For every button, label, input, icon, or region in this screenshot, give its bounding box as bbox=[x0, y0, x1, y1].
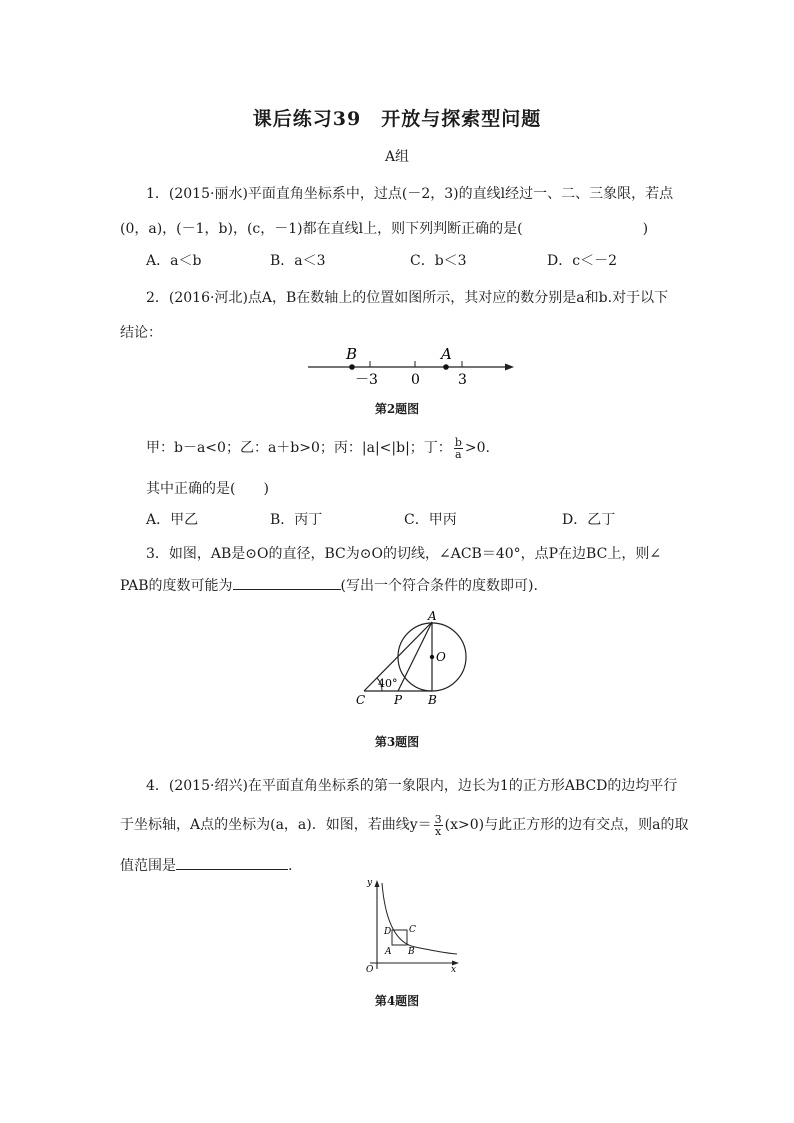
q3-line1: 3．如图，AB是⊙O的直径，BC为⊙O的切线，∠ACB＝40°，点P在边BC上，则∠ bbox=[146, 546, 662, 562]
q4-label-o: O bbox=[366, 965, 374, 975]
q4-frac-num: 3 bbox=[434, 812, 442, 826]
q4-line3-tail: . bbox=[288, 858, 293, 874]
q2-figure-caption: 第2题图 bbox=[374, 402, 420, 416]
q4-label-a: A bbox=[385, 947, 392, 957]
tick-3-label: 3 bbox=[458, 372, 467, 388]
q3-label-p: P bbox=[394, 693, 403, 707]
q1-option-c: C．b＜3 bbox=[410, 253, 467, 269]
tick-neg3-label: －3 bbox=[355, 372, 378, 388]
q4-line3-text: 值范围是 bbox=[120, 858, 176, 874]
q3-angle-label: 40° bbox=[378, 677, 398, 690]
number-line-arrow bbox=[505, 364, 514, 371]
q4-line3 bbox=[120, 855, 292, 875]
q2-ask: 其中正确的是( ) bbox=[146, 481, 269, 497]
q4-label-b: B bbox=[408, 947, 415, 957]
q4-label-y: y bbox=[367, 878, 373, 888]
hyperbola-curve bbox=[382, 883, 457, 954]
group-label: A组 bbox=[384, 149, 410, 165]
q3-circle-figure bbox=[350, 608, 480, 708]
q4-line2 bbox=[120, 812, 688, 838]
point-b-dot bbox=[349, 364, 355, 370]
q4-label-x: x bbox=[451, 965, 457, 975]
q2-option-c: C．甲丙 bbox=[404, 512, 457, 528]
label-b: B bbox=[346, 345, 358, 363]
segment-ac bbox=[364, 622, 432, 691]
label-a: A bbox=[441, 345, 452, 363]
q4-fraction-3-over-x bbox=[434, 814, 443, 837]
q2-line1: 2．(2016·河北)点A，B在数轴上的位置如图所示，其对应的数分别是a和b.对于以下 bbox=[146, 290, 669, 306]
q1-option-b: B．a＜3 bbox=[270, 253, 326, 269]
q4-label-d: D bbox=[384, 927, 392, 937]
q3-line2-tail: (写出一个符合条件的度数即可). bbox=[340, 578, 538, 594]
q3-label-o: O bbox=[436, 650, 446, 664]
q4-label-c: C bbox=[409, 925, 416, 935]
q1-line2-close: ) bbox=[642, 221, 649, 237]
q2-option-a: A．甲乙 bbox=[146, 512, 199, 528]
q3-label-a: A bbox=[428, 609, 437, 623]
q4-hyperbola-figure bbox=[355, 875, 465, 975]
q4-line1: 4．(2015·绍兴)在平面直角坐标系的第一象限内，边长为1的正方形ABCD的边均平行 bbox=[146, 778, 678, 794]
y-axis-arrow bbox=[375, 880, 380, 887]
q3-answer-blank bbox=[233, 589, 341, 590]
q4-line2-text: 于坐标轴，A点的坐标为(a，a)．如图，若曲线y＝ bbox=[120, 817, 432, 833]
q2-frac-num: b bbox=[454, 435, 462, 449]
q4-frac-den: x bbox=[435, 824, 442, 838]
q3-line2 bbox=[120, 575, 538, 595]
q2-statements-text: 甲：b－a<0；乙：a＋b>0；丙：|a|<|b|；丁： bbox=[146, 440, 452, 456]
q3-line2-text: PAB的度数可能为 bbox=[120, 578, 233, 594]
q2-frac-den: a bbox=[455, 447, 462, 461]
q1-line2-text: (0，a)，(－1，b)，(c，－1)都在直线l上，则下列判断正确的是( bbox=[120, 221, 523, 237]
q1-line2 bbox=[120, 218, 648, 238]
q2-line2: 结论： bbox=[120, 325, 162, 341]
q3-label-b: B bbox=[428, 693, 437, 707]
q1-option-d: D．c＜－2 bbox=[547, 253, 617, 269]
q2-number-line-figure bbox=[300, 340, 520, 392]
q2-option-b: B．丙丁 bbox=[270, 512, 323, 528]
point-a-dot bbox=[443, 364, 449, 370]
q1-option-a: A．a＜b bbox=[146, 253, 202, 269]
q2-option-d: D．乙丁 bbox=[562, 512, 616, 528]
page-title: 课后练习39 开放与探索型问题 bbox=[252, 108, 542, 130]
segment-ap bbox=[398, 622, 432, 691]
q1-line1: 1．(2015·丽水)平面直角坐标系中，过点(－2，3)的直线l经过一、二、三象限，若点 bbox=[146, 186, 674, 202]
q2-statements-end: >0. bbox=[464, 440, 490, 456]
center-o-dot bbox=[430, 655, 434, 659]
q2-statements bbox=[146, 436, 490, 460]
q3-figure-caption: 第3题图 bbox=[374, 735, 420, 749]
q3-label-c: C bbox=[356, 693, 366, 707]
tick-0-label: 0 bbox=[411, 372, 420, 388]
q4-figure-caption: 第4题图 bbox=[374, 994, 420, 1008]
q2-fraction-b-over-a bbox=[454, 437, 463, 460]
q4-line2-tail: (x>0)与此正方形的边有交点，则a的取 bbox=[444, 817, 689, 833]
q4-answer-blank bbox=[176, 869, 288, 870]
